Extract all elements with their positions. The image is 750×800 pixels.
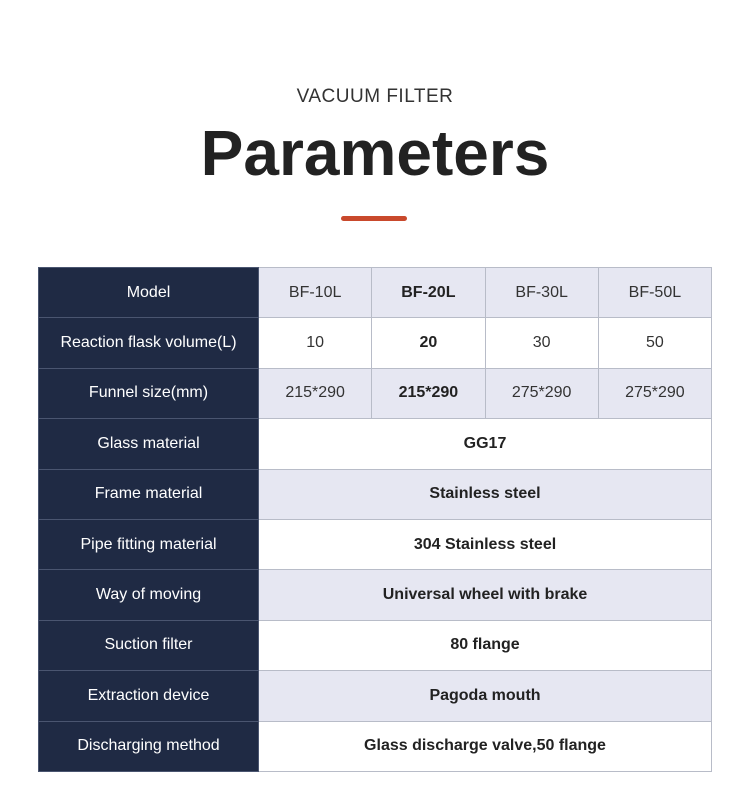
- table-cell: BF-10L: [259, 268, 372, 318]
- table-cell: 50: [598, 318, 711, 368]
- table-cell: 10: [259, 318, 372, 368]
- table-cell: GG17: [259, 419, 712, 469]
- table-cell: Glass discharge valve,50 flange: [259, 721, 712, 771]
- row-label: Suction filter: [39, 620, 259, 670]
- row-label: Frame material: [39, 469, 259, 519]
- table-row-flask-volume: [39, 318, 712, 368]
- table-row-way-of-moving: [39, 570, 712, 620]
- table-row-extraction-device: [39, 671, 712, 721]
- table-cell: 275*290: [485, 368, 598, 418]
- table-row-suction-filter: [39, 620, 712, 670]
- table-row-frame-material: [39, 469, 712, 519]
- table-row-glass-material: [39, 419, 712, 469]
- table-cell: BF-30L: [485, 268, 598, 318]
- table-cell: 304 Stainless steel: [259, 519, 712, 569]
- row-label: Glass material: [39, 419, 259, 469]
- table-cell: 215*290: [259, 368, 372, 418]
- table-cell: 20: [372, 318, 485, 368]
- table-row-pipe-fitting: [39, 519, 712, 569]
- row-label: Discharging method: [39, 721, 259, 771]
- parameters-table: [38, 267, 712, 772]
- row-label: Way of moving: [39, 570, 259, 620]
- row-label: Funnel size(mm): [39, 368, 259, 418]
- page-title: Parameters: [200, 117, 550, 189]
- table-row-discharging-method: [39, 721, 712, 771]
- table-cell: Pagoda mouth: [259, 671, 712, 721]
- table-row-funnel-size: [39, 368, 712, 418]
- row-label: Extraction device: [39, 671, 259, 721]
- table-cell: BF-20L: [372, 268, 485, 318]
- row-label: Pipe fitting material: [39, 519, 259, 569]
- table-cell: 215*290: [372, 368, 485, 418]
- row-label: Reaction flask volume(L): [39, 318, 259, 368]
- row-label: Model: [39, 268, 259, 318]
- section-subtitle: VACUUM FILTER: [296, 86, 454, 107]
- table-cell: Universal wheel with brake: [259, 570, 712, 620]
- table-cell: Stainless steel: [259, 469, 712, 519]
- table-cell: 80 flange: [259, 620, 712, 670]
- title-accent-bar: [341, 216, 407, 221]
- table-cell: BF-50L: [598, 268, 711, 318]
- table-row-model: [39, 268, 712, 318]
- table-cell: 275*290: [598, 368, 711, 418]
- table-cell: 30: [485, 318, 598, 368]
